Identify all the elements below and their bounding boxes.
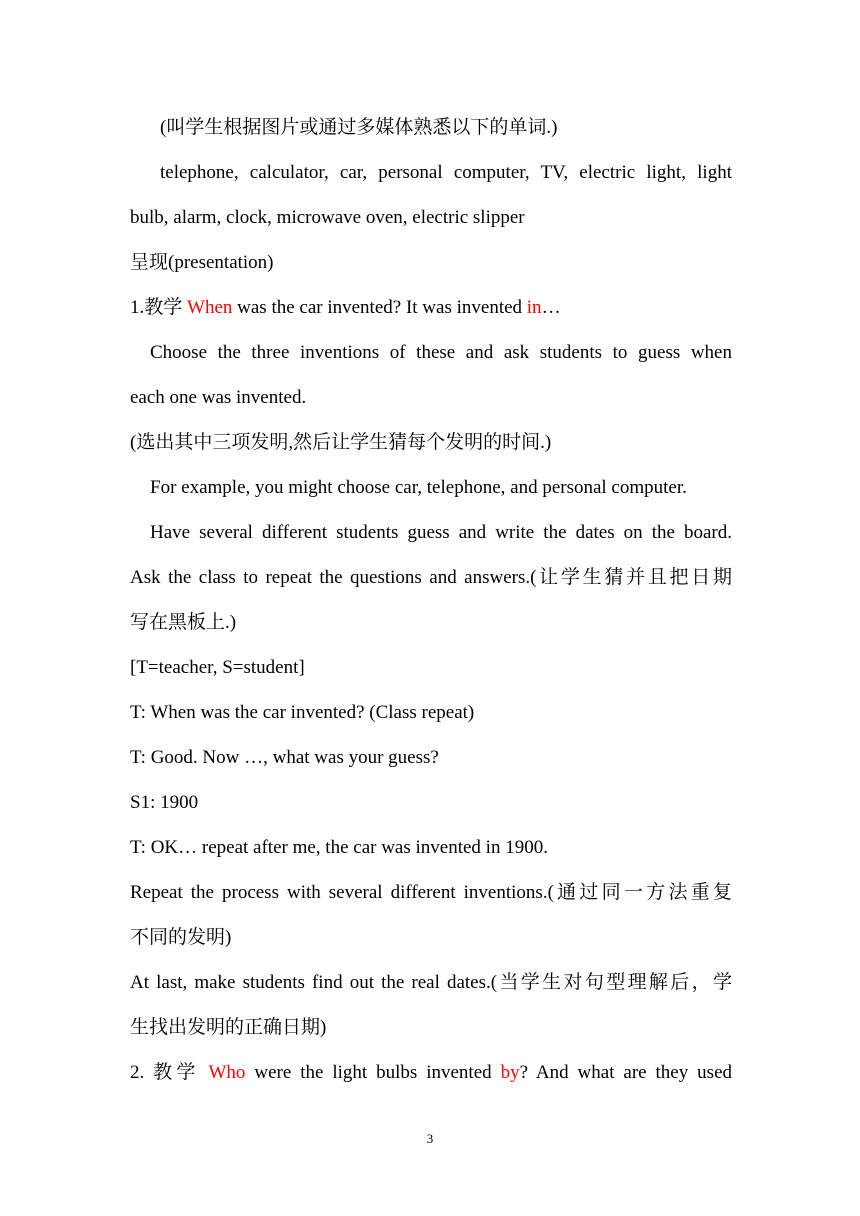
item-1-text: was the car invented? It was invented xyxy=(232,297,527,318)
paragraph-choose-line-1: Choose the three inventions of these and ask students to guess when xyxy=(150,342,732,363)
paragraph-last-line-2: 生找出发明的正确日期) xyxy=(130,1017,327,1038)
section-heading-presentation: 呈现(presentation) xyxy=(130,252,274,273)
paragraph-repeat-line-1: Repeat the process with several different inventions.(通过同一方法重复 xyxy=(130,882,732,903)
item-1-prefix: 1.教学 xyxy=(130,297,188,318)
vocabulary-line-2: bulb, alarm, clock, microwave oven, electric slipper xyxy=(130,207,525,228)
paragraph-instruction: (叫学生根据图片或通过多媒体熟悉以下的单词.) xyxy=(160,117,558,138)
paragraph-guess-line-3: 写在黑板上.) xyxy=(130,612,237,633)
dialogue-line-4: T: OK… repeat after me, the car was invented in 1900. xyxy=(130,837,548,858)
item-2-keyword-by: by xyxy=(500,1062,520,1083)
item-2-suffix: ? And what are they used xyxy=(519,1062,733,1083)
item-2-text: were the light bulbs invented xyxy=(245,1062,501,1083)
paragraph-choose-line-2: each one was invented. xyxy=(130,387,307,408)
paragraph-guess-line-2: Ask the class to repeat the questions and answers.(让学生猜并且把日期 xyxy=(130,567,732,588)
dialogue-line-2: T: Good. Now …, what was your guess? xyxy=(130,747,439,768)
teaching-item-1 xyxy=(130,296,732,320)
item-2-keyword-who: Who xyxy=(208,1062,246,1083)
item-1-keyword-in: in xyxy=(526,297,542,318)
teaching-item-2 xyxy=(130,1061,732,1085)
paragraph-choose-chinese: (选出其中三项发明,然后让学生猜每个发明的时间.) xyxy=(130,432,552,453)
item-2-prefix: 2. 教学 xyxy=(130,1062,209,1083)
paragraph-repeat-line-2: 不同的发明) xyxy=(130,927,232,948)
item-1-suffix: … xyxy=(541,297,561,318)
page-number: 3 xyxy=(426,1131,434,1146)
paragraph-guess-line-1: Have several different students guess and write the dates on the board. xyxy=(150,522,732,543)
item-1-keyword-when: When xyxy=(187,297,233,318)
vocabulary-line-1: telephone, calculator, car, personal computer, TV, electric light, light xyxy=(160,162,732,183)
legend-line: [T=teacher, S=student] xyxy=(130,657,305,678)
dialogue-line-3: S1: 1900 xyxy=(130,792,199,813)
paragraph-example: For example, you might choose car, telephone, and personal computer. xyxy=(150,477,687,498)
dialogue-line-1: T: When was the car invented? (Class repeat) xyxy=(130,702,475,723)
paragraph-last-line-1: At last, make students find out the real dates.(当学生对句型理解后，学 xyxy=(130,972,732,993)
